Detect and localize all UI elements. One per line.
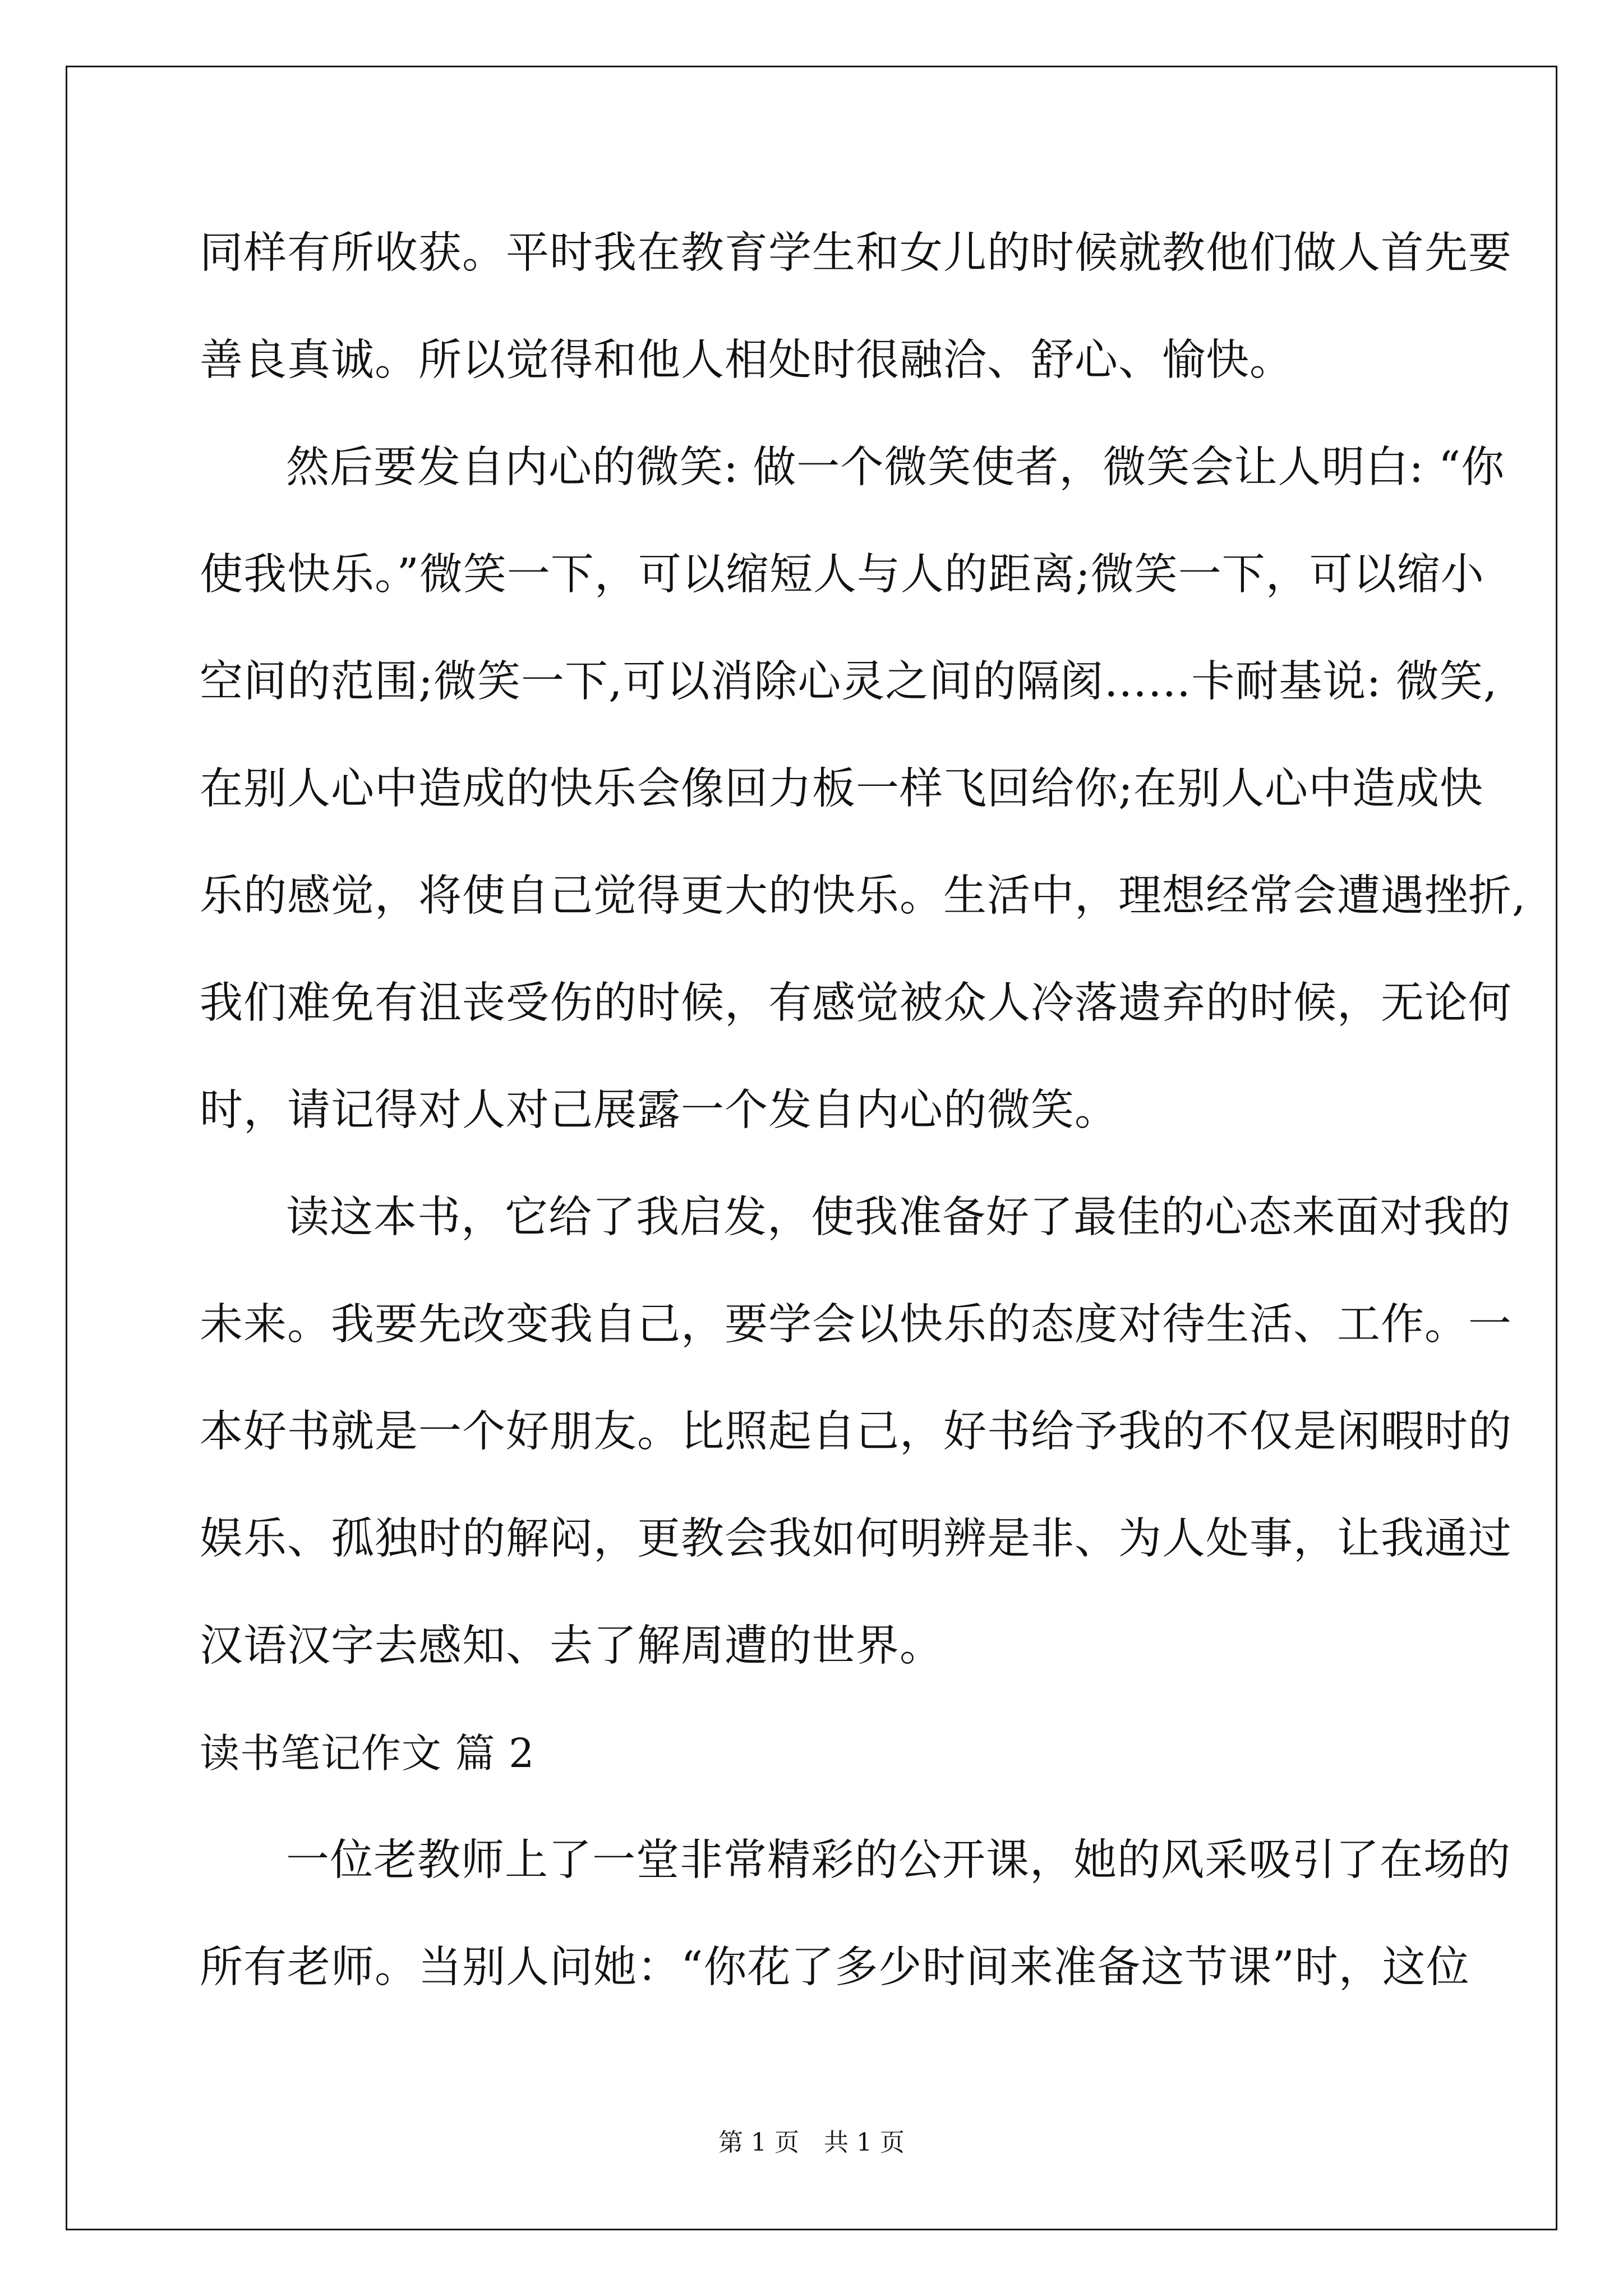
paragraph-line: 同样有所收获。平时我在教育学生和女儿的时候就教他们做人首先要 bbox=[200, 228, 1512, 278]
section-heading: 读书笔记作文 篇 2 bbox=[200, 1730, 535, 1777]
paragraph-line: 然后要发自内心的微笑: 做一个微笑使者，微笑会让人明白: “你 bbox=[286, 443, 1505, 493]
paragraph-line: 时，请记得对人对己展露一个发自内心的微笑。 bbox=[200, 1085, 1118, 1135]
paragraph-line: 空间的范围;微笑一下,可以消除心灵之间的隔阂……卡耐基说: 微笑, bbox=[200, 657, 1498, 707]
paragraph-line: 使我快乐。”微笑一下，可以缩短人与人的距离;微笑一下，可以缩小 bbox=[200, 550, 1484, 600]
page-footer: 第 1 页 共 1 页 bbox=[718, 2128, 905, 2157]
paragraph-line: 善良真诚。所以觉得和他人相处时很融洽、舒心、愉快。 bbox=[200, 335, 1293, 385]
paragraph-line: 在别人心中造成的快乐会像回力板一样飞回给你;在别人心中造成快 bbox=[200, 764, 1483, 814]
document-body bbox=[200, 214, 1527, 2036]
paragraph-line: 娱乐、孤独时的解闷，更教会我如何明辨是非、为人处事，让我通过 bbox=[200, 1514, 1512, 1564]
paragraph-line: 所有老师。当别人问她：“你花了多少时间来准备这节课”时，这位 bbox=[200, 1943, 1470, 1993]
paragraph-line: 未来。我要先改变我自己，要学会以快乐的态度对待生活、工作。一 bbox=[200, 1300, 1512, 1350]
paragraph-line: 一位老教师上了一堂非常精彩的公开课，她的风采吸引了在场的 bbox=[286, 1835, 1511, 1885]
paragraph-line: 乐的感觉，将使自己觉得更大的快乐。生活中，理想经常会遭遇挫折, bbox=[200, 871, 1527, 921]
paragraph-line: 读这本书，它给了我启发，使我准备好了最佳的心态来面对我的 bbox=[286, 1193, 1511, 1243]
paragraph-line: 汉语汉字去感知、去了解周遭的世界。 bbox=[200, 1621, 943, 1671]
paragraph-line: 我们难免有沮丧受伤的时候，有感觉被众人冷落遗弃的时候，无论何 bbox=[200, 978, 1512, 1028]
paragraph-line: 本好书就是一个好朋友。比照起自己，好书给予我的不仅是闲暇时的 bbox=[200, 1407, 1512, 1457]
